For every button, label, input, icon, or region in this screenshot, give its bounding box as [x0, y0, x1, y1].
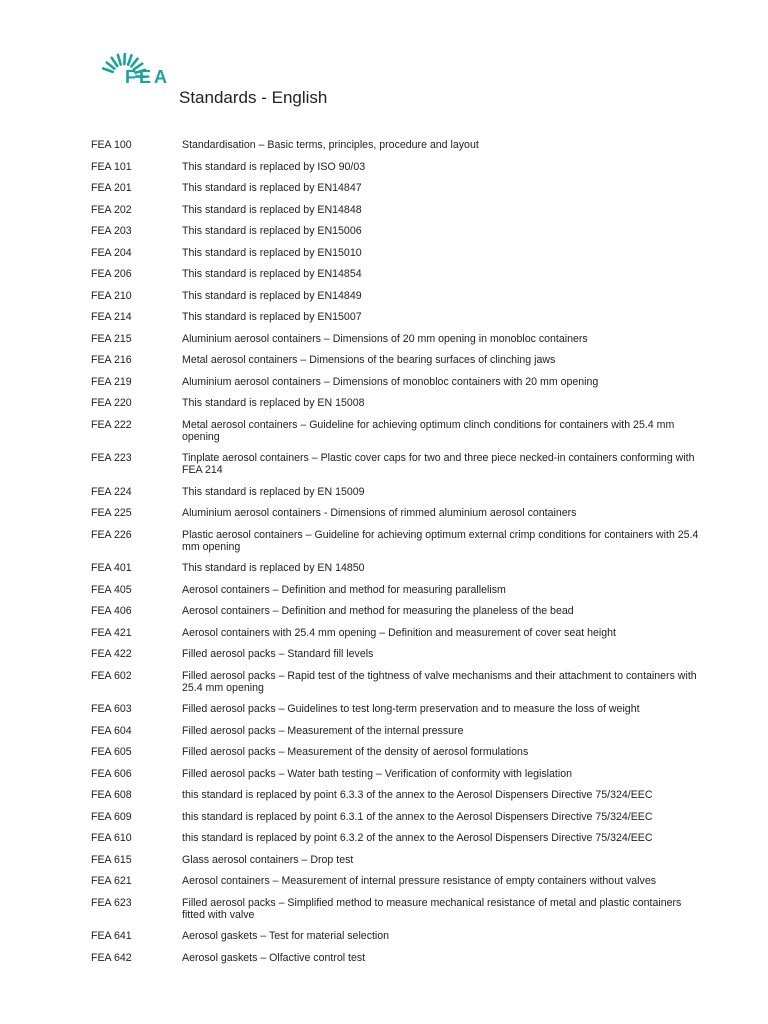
standard-code: FEA 215 — [91, 332, 132, 345]
standard-description: This standard is replaced by EN 15009 — [182, 485, 365, 498]
standard-row — [91, 746, 711, 758]
standard-code: FEA 603 — [91, 703, 132, 715]
standard-description: Aerosol containers – Definition and method for measuring the planeless of the bead — [182, 605, 574, 617]
standard-row — [91, 486, 711, 498]
standard-row — [91, 768, 711, 780]
standard-description: Filled aerosol packs – Standard fill levels — [182, 648, 374, 660]
standard-row — [91, 290, 711, 302]
standard-description: This standard is replaced by EN14849 — [182, 289, 362, 302]
standard-description: Aerosol containers – Measurement of internal pressure resistance of empty containers without valves — [182, 875, 657, 887]
standard-code: FEA 214 — [91, 311, 132, 323]
standard-description: Filled aerosol packs – Simplified method to measure mechanical resistance of metal and plastic containers fitted with valve — [182, 896, 682, 921]
standard-description: Aerosol containers – Definition and method for measuring parallelism — [182, 583, 506, 596]
standard-code: FEA 421 — [91, 626, 132, 639]
standard-description: Tinplate aerosol containers – Plastic cover caps for two and three piece necked-in containers conforming with FEA 214 — [182, 452, 695, 476]
standard-description: this standard is replaced by point 6.3.3 of the annex to the Aerosol Dispensers Directive 75/324/EEC — [182, 789, 653, 801]
standard-code: FEA 641 — [91, 930, 132, 942]
standard-description: Glass aerosol containers – Drop test — [182, 853, 354, 866]
standard-description: This standard is replaced by EN15010 — [182, 246, 362, 259]
standard-code: FEA 219 — [91, 375, 132, 388]
standard-row — [91, 311, 711, 323]
standard-code: FEA 642 — [91, 951, 132, 964]
standard-code: FEA 605 — [91, 746, 132, 758]
standard-code: FEA 222 — [91, 418, 132, 431]
standard-description: Filled aerosol packs – Guidelines to test long-term preservation and to measure the loss of weight — [182, 703, 640, 715]
standard-row — [91, 875, 711, 887]
standard-description: this standard is replaced by point 6.3.1 of the annex to the Aerosol Dispensers Directive 75/324/EEC — [182, 810, 653, 823]
standard-row — [91, 333, 711, 345]
standard-row — [91, 930, 711, 942]
standard-row — [91, 811, 711, 823]
standard-row — [91, 161, 711, 173]
standard-row — [91, 139, 711, 151]
standard-row — [91, 648, 711, 660]
standard-row — [91, 204, 711, 216]
standard-code: FEA 602 — [91, 669, 132, 682]
standard-code: FEA 621 — [91, 875, 132, 887]
standard-description: This standard is replaced by EN14848 — [182, 203, 362, 216]
standard-description: Aerosol gaskets – Test for material selection — [182, 930, 390, 942]
standard-code: FEA 606 — [91, 767, 132, 780]
standard-code: FEA 225 — [91, 507, 132, 519]
standard-description: Aerosol gaskets – Olfactive control test — [182, 951, 366, 964]
standard-code: FEA 202 — [91, 203, 132, 216]
standard-description: Aluminium aerosol containers – Dimensions of 20 mm opening in monobloc containers — [182, 332, 588, 345]
standard-row — [91, 897, 711, 921]
standard-code: FEA 604 — [91, 724, 132, 737]
standard-description: This standard is replaced by EN14854 — [182, 268, 362, 280]
standard-code: FEA 220 — [91, 397, 132, 409]
standard-code: FEA 406 — [91, 605, 132, 617]
standard-code: FEA 201 — [91, 182, 132, 194]
standard-code: FEA 206 — [91, 268, 132, 280]
standard-code: FEA 609 — [91, 810, 132, 823]
standard-row — [91, 507, 711, 519]
standard-code: FEA 224 — [91, 485, 132, 498]
logo-wordmark: FEA — [125, 67, 170, 87]
standard-description: Filled aerosol packs – Measurement of the density of aerosol formulations — [182, 746, 529, 758]
standard-row — [91, 225, 711, 237]
standard-code: FEA 615 — [91, 853, 132, 866]
standard-row — [91, 605, 711, 617]
standard-row — [91, 247, 711, 259]
standard-row — [91, 854, 711, 866]
standard-code: FEA 216 — [91, 354, 132, 366]
standard-row — [91, 584, 711, 596]
standard-description: Filled aerosol packs – Measurement of the internal pressure — [182, 724, 464, 737]
standard-code: FEA 422 — [91, 648, 132, 660]
standard-row — [91, 832, 711, 844]
standard-description: This standard is replaced by ISO 90/03 — [182, 160, 366, 173]
standard-description: Aerosol containers with 25.4 mm opening – Definition and measurement of cover seat height — [182, 626, 616, 639]
standard-description: Metal aerosol containers – Dimensions of the bearing surfaces of clinching jaws — [182, 354, 556, 366]
standard-description: This standard is replaced by EN14847 — [182, 182, 362, 194]
standard-code: FEA 223 — [91, 452, 132, 464]
standard-row — [91, 376, 711, 388]
standard-code: FEA 623 — [91, 896, 132, 909]
fea-logo-icon — [94, 52, 184, 102]
standard-row — [91, 268, 711, 280]
standard-description: Aluminium aerosol containers - Dimensions of rimmed aluminium aerosol containers — [182, 507, 577, 519]
standard-row — [91, 670, 711, 694]
standard-row — [91, 182, 711, 194]
standard-code: FEA 203 — [91, 225, 132, 237]
standard-description: Filled aerosol packs – Rapid test of the tightness of valve mechanisms and their attachment to containers with 25.4 mm opening — [182, 669, 697, 694]
standard-code: FEA 401 — [91, 562, 132, 574]
page-title: Standards - English — [179, 88, 328, 107]
standard-description: Aluminium aerosol containers – Dimensions of monobloc containers with 20 mm opening — [182, 375, 599, 388]
standard-description: This standard is replaced by EN 15008 — [182, 397, 365, 409]
standard-row — [91, 562, 711, 574]
standard-description: Plastic aerosol containers – Guideline for achieving optimum external crimp conditions for containers with 25.4 mm opening — [182, 528, 699, 553]
standard-code: FEA 100 — [91, 139, 132, 151]
standard-row — [91, 725, 711, 737]
standard-code: FEA 101 — [91, 160, 132, 173]
standard-code: FEA 204 — [91, 246, 132, 259]
standard-row — [91, 419, 711, 443]
standards-table — [91, 139, 711, 973]
standard-row — [91, 789, 711, 801]
standard-description: Standardisation – Basic terms, principles, procedure and layout — [182, 139, 479, 151]
standard-row — [91, 397, 711, 409]
standard-row — [91, 354, 711, 366]
standard-code: FEA 610 — [91, 832, 132, 844]
standard-row — [91, 703, 711, 715]
standard-row — [91, 627, 711, 639]
standard-description: This standard is replaced by EN15006 — [182, 225, 362, 237]
standard-code: FEA 608 — [91, 789, 132, 801]
standard-description: Filled aerosol packs – Water bath testing – Verification of conformity with legislation — [182, 767, 572, 780]
standard-description: this standard is replaced by point 6.3.2 of the annex to the Aerosol Dispensers Directive 75/324/EEC — [182, 832, 653, 844]
standard-description: This standard is replaced by EN15007 — [182, 311, 362, 323]
standard-code: FEA 210 — [91, 289, 132, 302]
standard-description: This standard is replaced by EN 14850 — [182, 562, 365, 574]
standard-row — [91, 452, 711, 476]
standard-row — [91, 529, 711, 553]
standard-description: Metal aerosol containers – Guideline for achieving optimum clinch conditions for containers with 25.4 mm opening — [182, 418, 675, 443]
standard-code: FEA 226 — [91, 528, 132, 541]
fea-logo — [94, 52, 184, 102]
standard-row — [91, 952, 711, 964]
standard-code: FEA 405 — [91, 583, 132, 596]
